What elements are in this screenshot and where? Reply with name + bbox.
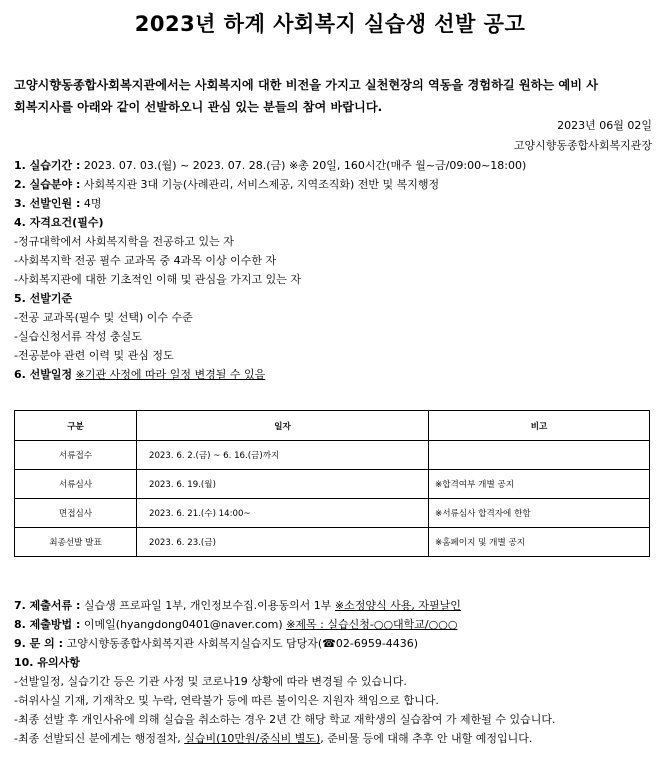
section-text: 사회복지관 3대 기능(사례관리, 서비스제공, 지역조직화) 전반 및 복지행정 (80, 178, 440, 191)
section-label: 7. 제출서류 : (14, 599, 81, 612)
section-text: 고양시향동종합사회복지관 사회복지실습지도 담당자(☎02-6959-4436) (62, 637, 419, 650)
table-cell: 면접심사 (15, 499, 137, 528)
section-text: 이메일(hyangdong0401@naver.com) (80, 618, 287, 631)
table-cell: 2023. 6. 21.(수) 14:00~ (137, 499, 429, 528)
list-item: -전공 교과목(필수 및 선택) 이수 수준 (14, 311, 193, 324)
section-label: 3. 선발인원 : (14, 197, 81, 210)
table-cell: ※홈페이지 및 개별 공지 (429, 528, 650, 557)
table-cell: 2023. 6. 19.(월) (137, 470, 429, 499)
section-label: 8. 제출방법 : (14, 618, 81, 631)
list-item: -정규대학에서 사회복지학을 전공하고 있는 자 (14, 235, 234, 248)
section-schedule (14, 365, 265, 384)
table-header: 일자 (137, 411, 429, 441)
section-label: 6. 선발일정 (14, 368, 73, 381)
section-qualification-label: 4. 자격요건(필수) (14, 216, 104, 229)
list-text-underlined: 실습비(10만원/중식비 별도) (184, 732, 321, 745)
list-text: -최종 선발되신 분에게는 행정절차, (14, 732, 185, 745)
section-criteria-label: 5. 선발기준 (14, 292, 73, 305)
list-item: -전공분야 관련 이력 및 관심 정도 (14, 349, 174, 362)
table-row (15, 441, 650, 470)
table-cell: ※합격여부 개별 공지 (429, 470, 650, 499)
section-label: 1. 실습기간 : (14, 159, 81, 172)
section-note: ※소정양식 사용, 자필날인 (334, 599, 461, 612)
section-documents (14, 596, 461, 615)
notice-date-block (514, 116, 652, 156)
table-cell: 최종선발 발표 (15, 528, 137, 557)
page-title: 2023년 하계 사회복지 실습생 선발 공고 (134, 12, 526, 36)
section-field (14, 175, 439, 194)
section-contact (14, 634, 418, 653)
table-cell: 2023. 6. 23.(금) (137, 528, 429, 557)
table-row (15, 499, 650, 528)
table-cell: 서류심사 (15, 470, 137, 499)
section-text: 2023. 07. 03.(월) ~ 2023. 07. 28.(금) ※총 20일, 160시간(매주 월~금/09:00~18:00) (80, 159, 527, 172)
section-label: 9. 문 의 : (14, 637, 63, 650)
schedule-note: ※기관 사정에 따라 일정 변경될 수 있음 (75, 368, 266, 381)
list-item: -선발일정, 실습기간 등은 기관 사정 및 코로나19 상황에 따라 변경될 수 있습니다. (14, 675, 407, 688)
section-submission (14, 615, 457, 634)
table-header: 비고 (429, 411, 650, 441)
section-text: 실습생 프로파일 1부, 개인정보수집.이용동의서 1부 (80, 599, 335, 612)
list-item: -허위사실 기재, 기재착오 및 누락, 연락불가 등에 따른 불이익은 지원자 책임으로 합니다. (14, 694, 439, 707)
section-label: 2. 실습분야 : (14, 178, 81, 191)
table-header-row (15, 411, 650, 441)
list-item: -사회복지관에 대한 기초적인 이해 및 관심을 가지고 있는 자 (14, 273, 301, 286)
section-notes-label: 10. 유의사항 (14, 656, 80, 669)
table-cell: ※서류심사 합격자에 한함 (429, 499, 650, 528)
schedule-table (14, 410, 650, 557)
section-note: ※제목 : 실습신청-○○대학교/○○○ (286, 618, 458, 631)
table-cell: 2023. 6. 2.(금) ~ 6. 16.(금)까지 (137, 441, 429, 470)
intro-line-2: 회복지사를 아래와 같이 선발하오니 관심 있는 분들의 참여 바랍니다. (14, 100, 383, 114)
table-header: 구분 (15, 411, 137, 441)
table-cell: 서류접수 (15, 441, 137, 470)
table-cell (429, 441, 650, 470)
table-row (15, 528, 650, 557)
section-period (14, 156, 526, 175)
notice-date: 2023년 06월 02일 (557, 119, 652, 132)
list-item (14, 729, 532, 748)
section-text: 4명 (80, 197, 102, 210)
list-item: -최종 선발 후 개인사유에 의해 실습을 취소하는 경우 2년 간 해당 학교 재학생의 실습참여 가 제한될 수 있습니다. (14, 713, 556, 726)
list-item: -사회복지학 전공 필수 교과목 중 4과목 이상 이수한 자 (14, 254, 277, 267)
intro-line-1: 고양시향동종합사회복지관에서는 사회복지에 대한 비전을 가지고 실천현장의 역동을 경험하길 원하는 예비 사 (14, 78, 598, 92)
list-text: , 준비물 등에 대해 추후 안 내할 예정입니다. (320, 732, 533, 745)
list-item: -실습신청서류 작성 충실도 (14, 330, 142, 343)
organization-name: 고양시향동종합사회복지관장 (513, 139, 652, 152)
section-count (14, 194, 102, 213)
table-row (15, 470, 650, 499)
intro-paragraph (14, 74, 654, 118)
